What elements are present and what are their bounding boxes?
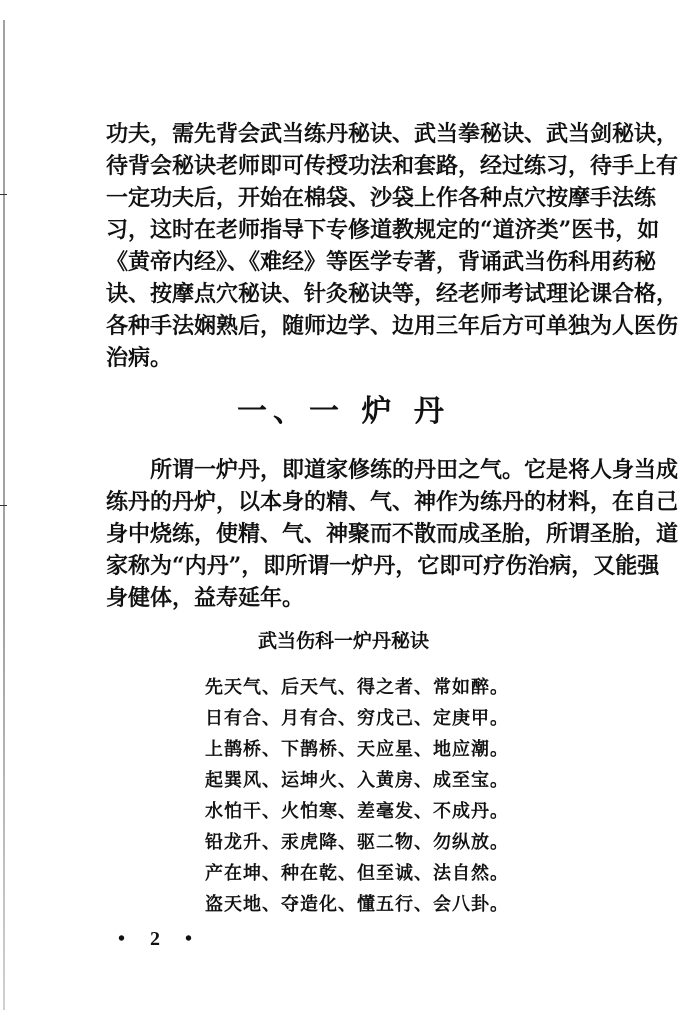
paragraph-line: 练丹的丹炉，以本身的精、气、神作为练丹的材料，在自己	[106, 489, 679, 515]
scan-edge-mark	[0, 194, 7, 195]
section-heading: 一、一 炉 丹	[237, 394, 450, 429]
verse-line: 上鹊桥、下鹊桥、天应星、地应潮。	[205, 739, 509, 760]
verse-line: 先天气、后天气、得之者、常如醉。	[205, 677, 509, 698]
paragraph-line: 《黄帝内经》、《难经》等医学专著，背诵武当伤科用药秘	[106, 249, 657, 275]
paragraph-line: 身中烧练，使精、气、神聚而不散而成圣胎，所谓圣胎，道	[106, 521, 679, 547]
paragraph-line: 功夫，需先背会武当练丹秘诀、武当拳秘诀、武当剑秘诀，	[106, 121, 679, 147]
verse-line: 水怕干、火怕寒、差毫发、不成丹。	[205, 801, 509, 822]
scan-edge-mark	[0, 505, 7, 506]
paragraph-line: 所谓一炉丹，即道家修练的丹田之气。它是将人身当成	[150, 457, 679, 483]
paragraph-line: 习，这时在老师指导下专修道教规定的“道济类”医书，如	[106, 217, 660, 243]
page-number: • 2 •	[118, 928, 203, 950]
paragraph-line: 各种手法娴熟后，随师边学、边用三年后方可单独为人医伤	[106, 313, 679, 339]
paragraph-line: 身健体，益寿延年。	[106, 585, 305, 611]
verse-line: 产在坤、种在乾、但至诚、法自然。	[205, 863, 509, 884]
verse-block	[205, 672, 545, 920]
paragraph-line: 治病。	[106, 345, 173, 371]
verse-title: 武当伤科一炉丹秘诀	[257, 630, 429, 652]
paragraph-line: 诀、按摩点穴秘诀、针灸秘诀等，经老师考试理论课合格，	[106, 281, 679, 307]
scan-binding-edge	[3, 20, 5, 1010]
verse-line: 日有合、月有合、穷戊己、定庚甲。	[205, 708, 509, 729]
paragraph-line: 待背会秘诀老师即可传授功法和套路，经过练习，待手上有	[106, 153, 679, 179]
section-paragraph	[106, 454, 679, 614]
verse-line: 盗天地、夺造化、懂五行、会八卦。	[205, 894, 509, 915]
intro-paragraph	[106, 118, 679, 374]
paragraph-line: 一定功夫后，开始在棉袋、沙袋上作各种点穴按摩手法练	[106, 185, 657, 211]
verse-line: 铅龙升、汞虎降、驱二物、勿纵放。	[205, 832, 509, 853]
verse-line: 起巽风、运坤火、入黄房、成至宝。	[205, 770, 509, 791]
paragraph-line: 家称为“内丹”，即所谓一炉丹，它即可疗伤治病，又能强	[106, 553, 660, 579]
